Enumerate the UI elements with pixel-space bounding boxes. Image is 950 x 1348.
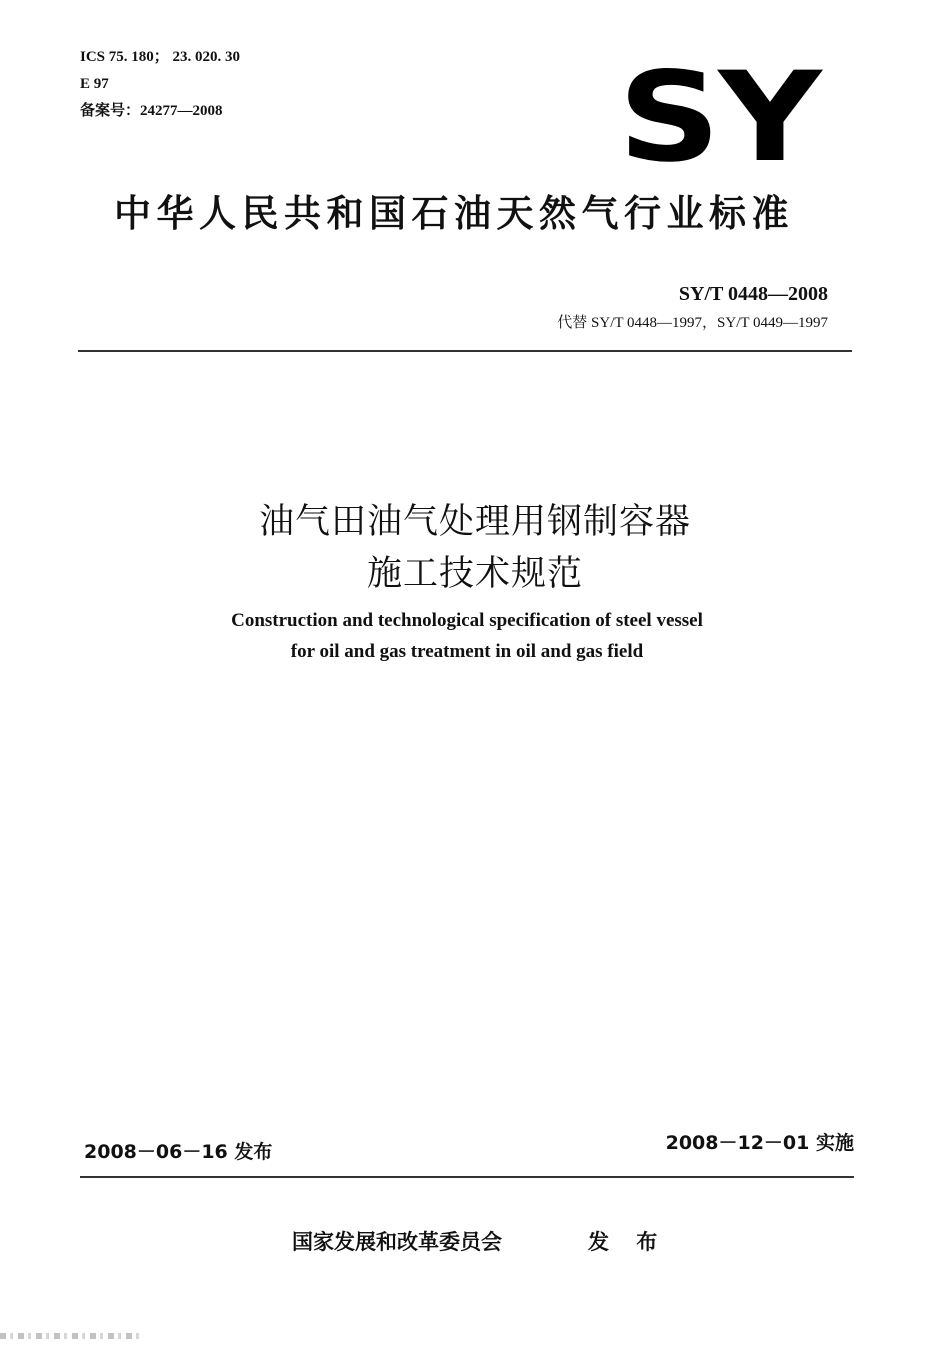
english-title-line-1: Construction and technological specification of steel vessel	[231, 610, 703, 631]
sy-logo: SY	[618, 46, 820, 190]
record-number: 备案号：24277—2008	[80, 103, 223, 119]
ics-code: ICS 75. 180； 23. 020. 30	[80, 49, 241, 65]
chinese-title-line-1: 油气田油气处理用钢制容器	[258, 502, 691, 542]
classification-code: E 97	[80, 76, 109, 92]
issue-date: 2008－06－16 发布	[84, 1141, 273, 1163]
standard-number: SY/T 0448—2008	[678, 283, 828, 305]
chinese-title-line-2: 施工技术规范	[366, 554, 583, 594]
issuing-authority: 国家发展和改革委员会	[292, 1230, 502, 1254]
implementation-date: 2008－12－01 实施	[665, 1132, 854, 1154]
standard-replaces: 代替 SY/T 0448—1997，SY/T 0449—1997	[557, 315, 828, 331]
top-divider	[78, 350, 852, 352]
bottom-divider	[80, 1176, 854, 1178]
scan-artifact	[0, 1333, 140, 1339]
issue-label: 发 布	[588, 1230, 668, 1254]
industry-standard-title: 中华人民共和国石油天然气行业标准	[114, 192, 794, 235]
english-title-line-2: for oil and gas treatment in oil and gas field	[290, 641, 644, 662]
